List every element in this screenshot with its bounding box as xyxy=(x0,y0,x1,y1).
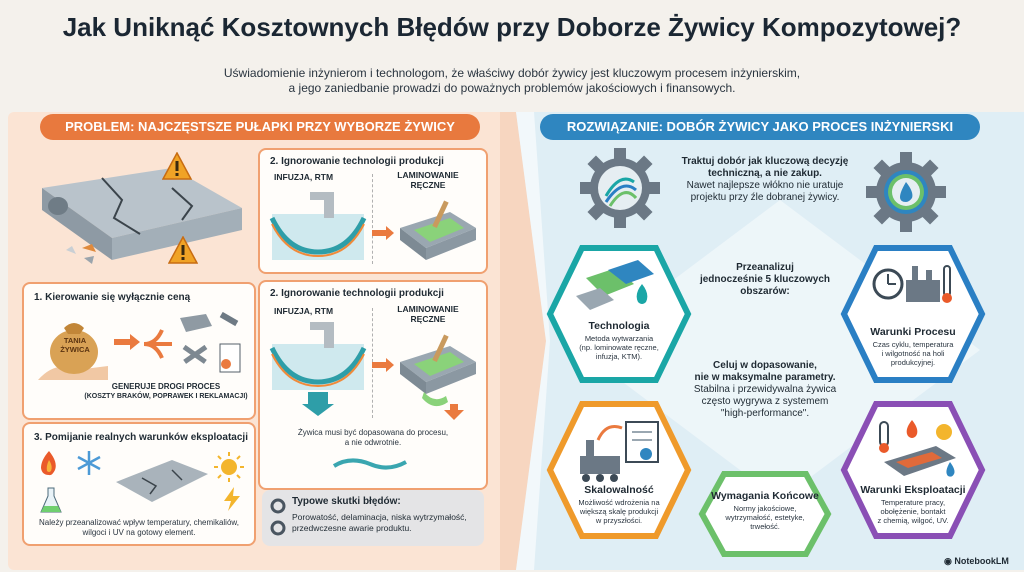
conditions-caption: Należy przeanalizować wpływ temperatury, chemikaliów, xyxy=(39,518,239,527)
hex-requirements-text: trwełość. xyxy=(750,522,780,531)
hand-laminate-icon xyxy=(394,332,480,422)
effects-box xyxy=(262,490,484,546)
gear-fibers-icon xyxy=(580,148,660,228)
center-heading: jednocześnie 5 kluczowych xyxy=(699,274,831,285)
hex-technology-text: (np. lominowate ręczne, xyxy=(579,343,659,352)
bag-label: TANIA xyxy=(63,336,87,345)
hex-technology-text: infuzja, KTM). xyxy=(595,352,643,361)
tools-icon xyxy=(176,312,246,382)
hex-process-text: i wilgotność na holi xyxy=(881,349,945,358)
conditions-caption: wilgoci i UV na gotowy element. xyxy=(82,528,196,537)
hex-operating-title: Warunki Eksploatacji xyxy=(860,484,966,496)
snowflake-icon xyxy=(76,450,102,476)
technology-caption: a nie odwrotnie. xyxy=(344,438,402,447)
hex-process-text: Czas cyklu, temperatura xyxy=(872,340,954,349)
fit-bold: Celuj w dopasowanie, xyxy=(713,360,817,371)
infusion-mould-icon xyxy=(268,322,368,418)
hex-technology-text: Metoda wytwarzania xyxy=(584,334,654,343)
resin-drip-icon xyxy=(330,454,410,476)
effects-title: Typowe skutki błędów: xyxy=(292,496,401,507)
solution-banner: ROZWIĄZANIE: DOBÓR ŻYWICY JAKO PROCES INŻYNIERSKI xyxy=(540,114,980,140)
warning-icon xyxy=(162,152,192,180)
hexagon-technology xyxy=(546,244,692,384)
hex-requirements-text: Normy jakościowe, xyxy=(733,504,797,513)
technology-caption: Żywica musi być dopasowana do procesu, xyxy=(297,428,449,437)
price-caption: (KOSZTY BRAKÓW, POPRAWEK I REKLAMACJI) xyxy=(84,393,248,400)
process-label-infusion: INFUZJA, RTM xyxy=(274,172,334,182)
pitfall-price-card: 1. Kierowanie się wyłącznie ceną TANIA ŻYWICA GENERUJE DROGI PROCES (KOSZTY BRAKÓW, POPRAWEK I REKLAMACJI) xyxy=(22,282,256,420)
arrow-right-icon xyxy=(114,334,140,350)
hex-requirements-text: wytrzymałość, estetyke, xyxy=(725,513,805,522)
fit-text: Stabilna i przewidywalna żywica xyxy=(693,384,837,395)
pitfall-conditions-card: 3. Pomijanie realnych warunków eksploatacji Należy przeanalizować wpływ temperatury, chemikaliów, wilgoci i UV na gotowy element. xyxy=(22,422,256,546)
pitfall-technology-card: 2. Ignorowanie technologii produkcji INFUZJA, RTM LAMINOWANIE RĘCZNE xyxy=(258,148,488,274)
notebooklm-logo-icon: ◉ xyxy=(944,556,952,566)
fit-text: "high-performance". xyxy=(720,408,810,419)
hex-requirements-title: Wymagania Końcowe xyxy=(711,490,819,502)
gear-droplet-icon xyxy=(866,152,946,232)
hex-technology-title: Technologia xyxy=(588,320,650,332)
infusion-mould-icon xyxy=(268,192,368,266)
center-heading: obszarów: xyxy=(740,286,790,297)
arrow-right-icon xyxy=(372,358,394,372)
warning-icon xyxy=(168,236,198,264)
page-subtitle: Uświadomienie inżynierom i technologom, że właściwy dobór żywicy jest kluczowym procesem inżynierskim, a jego zaniedbanie prowadzi do poważnych problemów jakościowych i finansowych. xyxy=(223,66,801,95)
problem-banner: PROBLEM: NAJCZĘSTSZE PUŁAPKI PRZY WYBORZE ŻYWICY xyxy=(40,114,480,140)
fit-text: często wygrywa z systemem xyxy=(701,396,829,407)
gear-icon xyxy=(268,496,288,540)
hex-scalability-text: w przyszłości. xyxy=(595,516,643,525)
hex-process-title: Warunki Procesu xyxy=(870,326,956,338)
intro-bold: Traktuj dobór jak kluczową decyzję xyxy=(681,156,849,167)
flask-icon xyxy=(40,486,62,514)
page-title: Jak Uniknąć Kosztownych Błędów przy Doborze Żywicy Kompozytowej? xyxy=(62,12,962,42)
brand-label: NotebookLM xyxy=(954,556,1009,566)
process-label-infusion: INFUZJA, RTM xyxy=(274,306,334,316)
process-label-hand: RĘCZNE xyxy=(410,314,446,324)
intro-text: Nawet najlepsze włókno nie uratuje xyxy=(686,180,844,191)
hex-operating-text: z chemią, wilgoć, UV. xyxy=(877,516,949,525)
cracked-composite-icon xyxy=(22,148,252,276)
intro-bold: techniczną, a nie zakup. xyxy=(708,168,822,179)
effects-text: Porowatość, delaminacja, niska wytrzymałość, xyxy=(292,512,467,522)
pitfall-technology-card-detail: 2. Ignorowanie technologii produkcji INFUZJA, RTM LAMINOWANIE RĘCZNE Żywica musi być dopasowana do procesu, a nie odwrotnie. xyxy=(258,280,488,490)
hex-process-text: produkcyjnej. xyxy=(890,358,936,367)
hex-scalability-text: Możliwość wdrożenia na xyxy=(578,498,660,507)
hand-laminate-icon xyxy=(394,198,480,266)
process-label-hand: LAMINOWANIE xyxy=(397,304,459,314)
center-heading: Przeanalizuj xyxy=(736,262,794,273)
effects-text: przedwczesne awarie produktu. xyxy=(292,523,412,533)
lightning-icon xyxy=(220,486,244,512)
hex-scalability-title: Skalowalność xyxy=(584,484,654,496)
split-arrows-icon xyxy=(142,324,176,364)
process-label-hand: LAMINOWANIE xyxy=(397,170,459,180)
hex-operating-text: Temperature pracy, xyxy=(880,498,946,507)
arrow-right-icon xyxy=(372,226,394,240)
process-label-hand: RĘCZNE xyxy=(410,180,446,190)
hex-operating-text: obołężenie, bontakt xyxy=(880,507,946,516)
intro-text: projektu przy źle dobranej żywicy. xyxy=(690,192,840,203)
bag-label: ŻYWICA xyxy=(60,345,90,354)
fire-icon xyxy=(38,450,60,476)
sun-icon xyxy=(214,452,244,482)
cracked-panel-icon xyxy=(112,452,212,508)
price-caption: GENERUJE DROGI PROCES xyxy=(111,382,221,391)
fit-bold: nie w maksymalne parametry. xyxy=(694,372,836,383)
hex-scalability-text: większą skalę produkcji xyxy=(579,507,659,516)
